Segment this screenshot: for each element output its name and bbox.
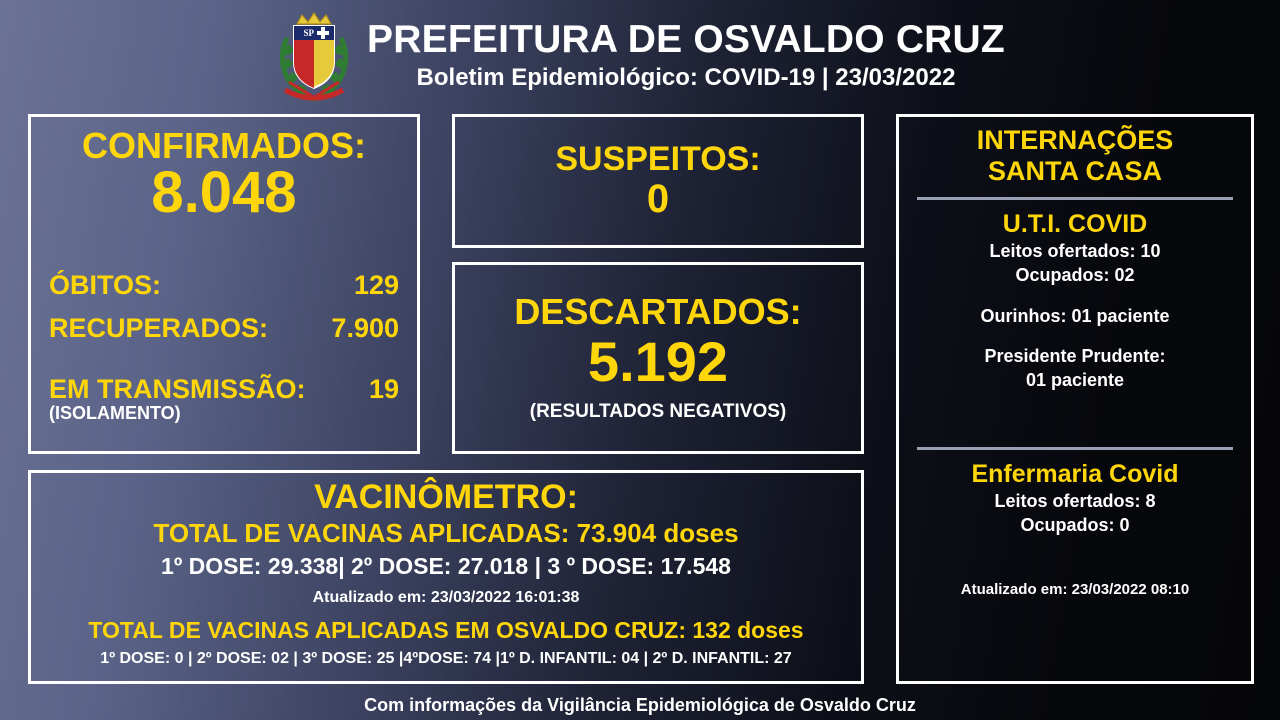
recovered-row xyxy=(45,313,403,344)
active-transmission-value: 19 xyxy=(368,373,399,404)
discarded-label: DESCARTADOS: xyxy=(514,290,802,332)
vaccination-total: TOTAL DE VACINAS APLICADAS: 73.904 doses xyxy=(153,518,739,549)
spacer-2 xyxy=(911,328,1239,344)
deaths-value: 129 xyxy=(353,269,399,300)
recovered-label: RECUPERADOS: xyxy=(49,312,269,343)
discarded-value: 5.192 xyxy=(587,329,729,393)
hospitalizations-panel xyxy=(896,114,1254,684)
divider-bottom xyxy=(917,447,1233,450)
hospitalizations-updated-at: Atualizado em: 23/03/2022 08:10 xyxy=(960,581,1190,599)
active-transmission-row xyxy=(45,374,403,405)
spacer-3 xyxy=(911,393,1239,437)
vaccination-doses-breakdown: 1º DOSE: 29.338| 2º DOSE: 27.018 | 3 º DOSE: 17.548 xyxy=(161,553,731,580)
isolation-note: (ISOLAMENTO) xyxy=(49,402,181,423)
vaccination-total-osvaldo-cruz: TOTAL DE VACINAS APLICADAS EM OSVALDO CRUZ: 132 doses xyxy=(88,617,804,644)
hospitalizations-title-line1: INTERNAÇÕES xyxy=(976,125,1174,155)
coat-of-arms-icon xyxy=(275,10,353,102)
ward-title: Enfermaria Covid xyxy=(971,459,1179,488)
ourinhos-patients: Ourinhos: 01 paciente xyxy=(980,305,1170,326)
spacer-1 xyxy=(911,288,1239,304)
suspected-cases-panel xyxy=(452,114,864,248)
page-subtitle: Boletim Epidemiológico: COVID-19 | 23/03/2022 xyxy=(416,64,956,92)
ward-beds-offered: Leitos ofertados: 8 xyxy=(994,490,1156,511)
suspected-value: 0 xyxy=(646,176,670,221)
confirmed-cases-panel xyxy=(28,114,420,454)
spacer-4 xyxy=(911,537,1239,581)
page-title: PREFEITURA DE OSVALDO CRUZ xyxy=(367,17,1005,61)
discarded-cases-panel xyxy=(452,262,864,454)
ward-beds-occupied: Ocupados: 0 xyxy=(1020,514,1130,535)
confirmed-value: 8.048 xyxy=(151,159,297,225)
page-header xyxy=(0,0,1280,108)
active-transmission-label: EM TRANSMISSÃO: xyxy=(49,373,306,404)
svg-text:SP: SP xyxy=(303,28,315,38)
vaccination-doses-osvaldo-cruz: 1º DOSE: 0 | 2º DOSE: 02 | 3º DOSE: 25 |4ºDOSE: 74 |1º D. INFANTIL: 04 | 2º D. INFANTIL: 27 xyxy=(100,650,792,668)
icu-beds-offered: Leitos ofertados: 10 xyxy=(989,241,1161,262)
vaccination-title: VACINÔMETRO: xyxy=(314,478,578,516)
suspected-label: SUSPEITOS: xyxy=(555,140,761,179)
recovered-value: 7.900 xyxy=(331,312,399,343)
deaths-row xyxy=(45,270,403,301)
header-text-block xyxy=(367,17,1005,93)
icu-beds-occupied: Ocupados: 02 xyxy=(1015,265,1135,286)
prudente-label: Presidente Prudente: xyxy=(984,345,1166,366)
prudente-patients: 01 paciente xyxy=(1025,370,1125,391)
confirmed-label: CONFIRMADOS: xyxy=(82,125,366,166)
vaccination-panel xyxy=(28,470,864,684)
vaccination-updated-at: Atualizado em: 23/03/2022 16:01:38 xyxy=(312,589,580,607)
footer-credit: Com informações da Vigilância Epidemiológica de Osvaldo Cruz xyxy=(364,695,916,715)
icu-title: U.T.I. COVID xyxy=(1002,210,1148,239)
deaths-label: ÓBITOS: xyxy=(49,269,162,300)
hospitalizations-title-line2: SANTA CASA xyxy=(988,156,1162,187)
divider-top xyxy=(917,197,1233,200)
discarded-note: (RESULTADOS NEGATIVOS) xyxy=(529,401,787,423)
